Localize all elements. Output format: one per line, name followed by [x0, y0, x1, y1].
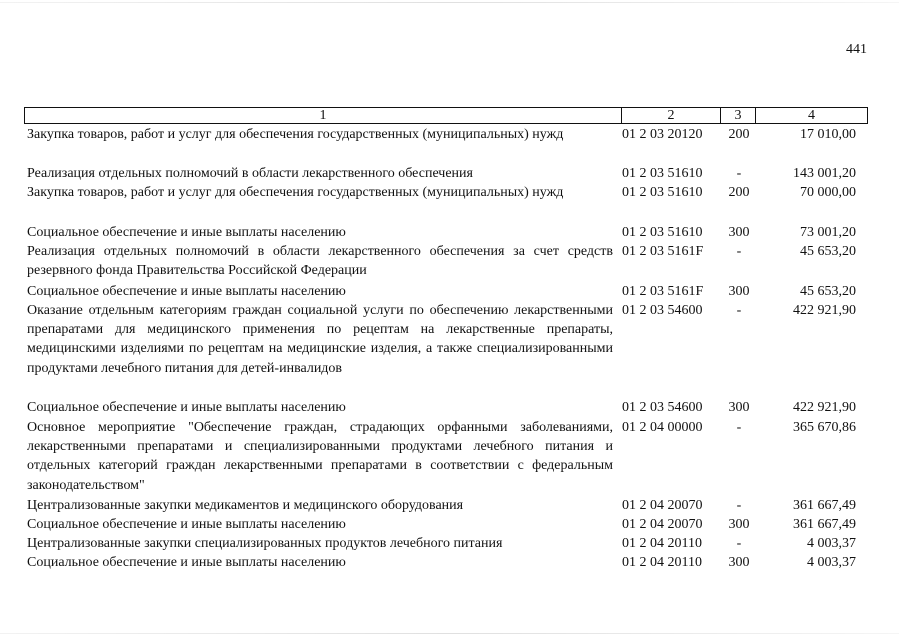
row-type: - [736, 420, 742, 435]
row-code: 01 2 03 54600 [622, 303, 703, 318]
row-sum: 365 670,86 [793, 420, 856, 435]
row-name: Социальное обеспечение и иные выплаты населению [27, 555, 346, 570]
column-header-2: 2 [622, 108, 721, 123]
row-name: Реализация отдельных полномочий в области лекарственного обеспечения за счет средств резервного фонда Правительства Российской Федерации [27, 244, 613, 279]
table-header [24, 107, 868, 124]
row-code: 01 2 03 51610 [622, 185, 703, 200]
row-type: 300 [728, 225, 750, 240]
row-sum: 70 000,00 [800, 185, 856, 200]
row-type: 300 [728, 555, 750, 570]
row-type: - [736, 166, 742, 181]
row-sum: 17 010,00 [800, 127, 856, 142]
row-type: - [736, 303, 742, 318]
row-sum: 4 003,37 [807, 555, 856, 570]
row-sum: 4 003,37 [807, 536, 856, 551]
row-code: 01 2 03 5161F [622, 244, 704, 259]
row-name: Закупка товаров, работ и услуг для обеспечения государственных (муниципальных) нужд [27, 185, 564, 200]
row-code: 01 2 03 54600 [622, 400, 703, 415]
row-type: - [736, 244, 742, 259]
row-name: Централизованные закупки медикаментов и медицинского оборудования [27, 498, 464, 513]
scan-artifact-top [0, 2, 899, 3]
row-type: 200 [728, 127, 750, 142]
row-sum: 361 667,49 [793, 517, 856, 532]
row-code: 01 2 04 20070 [622, 517, 703, 532]
column-header-4: 4 [808, 108, 815, 123]
row-sum: 422 921,90 [793, 400, 856, 415]
row-name: Социальное обеспечение и иные выплаты населению [27, 284, 346, 299]
row-sum: 45 653,20 [800, 284, 856, 299]
column-header-3: 3 [721, 108, 756, 123]
row-name: Основное мероприятие "Обеспечение граждан, страдающих орфанными заболеваниями, лекарственными препаратами и специализированными продуктами лечебного питания и отдельных категорий граждан лекарственными препаратами в соответствии с федеральным законодательством" [27, 420, 613, 493]
row-name: Социальное обеспечение и иные выплаты населению [27, 225, 346, 240]
row-code: 01 2 04 20070 [622, 498, 703, 513]
row-sum: 361 667,49 [793, 498, 856, 513]
row-type: - [736, 536, 742, 551]
row-name: Реализация отдельных полномочий в области лекарственного обеспечения [27, 166, 473, 181]
page-number: 441 [846, 42, 867, 57]
budget-table [24, 107, 868, 570]
row-sum: 45 653,20 [800, 244, 856, 259]
row-code: 01 2 03 51610 [622, 166, 703, 181]
row-code: 01 2 04 20110 [622, 536, 702, 551]
row-sum: 143 001,20 [793, 166, 856, 181]
row-code: 01 2 03 20120 [622, 127, 703, 142]
row-type: 300 [728, 400, 750, 415]
column-header-1: 1 [25, 108, 622, 123]
row-type: 200 [728, 185, 750, 200]
row-code: 01 2 03 5161F [622, 284, 704, 299]
row-type: - [736, 498, 742, 513]
row-name: Социальное обеспечение и иные выплаты населению [27, 400, 346, 415]
row-name: Оказание отдельным категориям граждан социальной услуги по обеспечению лекарственными препаратами для медицинского применения по рецептам на лекарственные препараты, медицинскими изделиями по рецептам на медицинские изделия, а также специализированными продуктами лечебного питания для детей-инвалидов [27, 303, 613, 376]
row-name: Централизованные закупки специализированных продуктов лечебного питания [27, 536, 503, 551]
scan-artifact-bottom [0, 633, 899, 634]
row-type: 300 [728, 284, 750, 299]
row-sum: 422 921,90 [793, 303, 856, 318]
row-name: Социальное обеспечение и иные выплаты населению [27, 517, 346, 532]
row-type: 300 [728, 517, 750, 532]
row-code: 01 2 03 51610 [622, 225, 703, 240]
row-code: 01 2 04 00000 [622, 420, 703, 435]
row-code: 01 2 04 20110 [622, 555, 702, 570]
row-name: Закупка товаров, работ и услуг для обеспечения государственных (муниципальных) нужд [27, 127, 564, 142]
row-sum: 73 001,20 [800, 225, 856, 240]
